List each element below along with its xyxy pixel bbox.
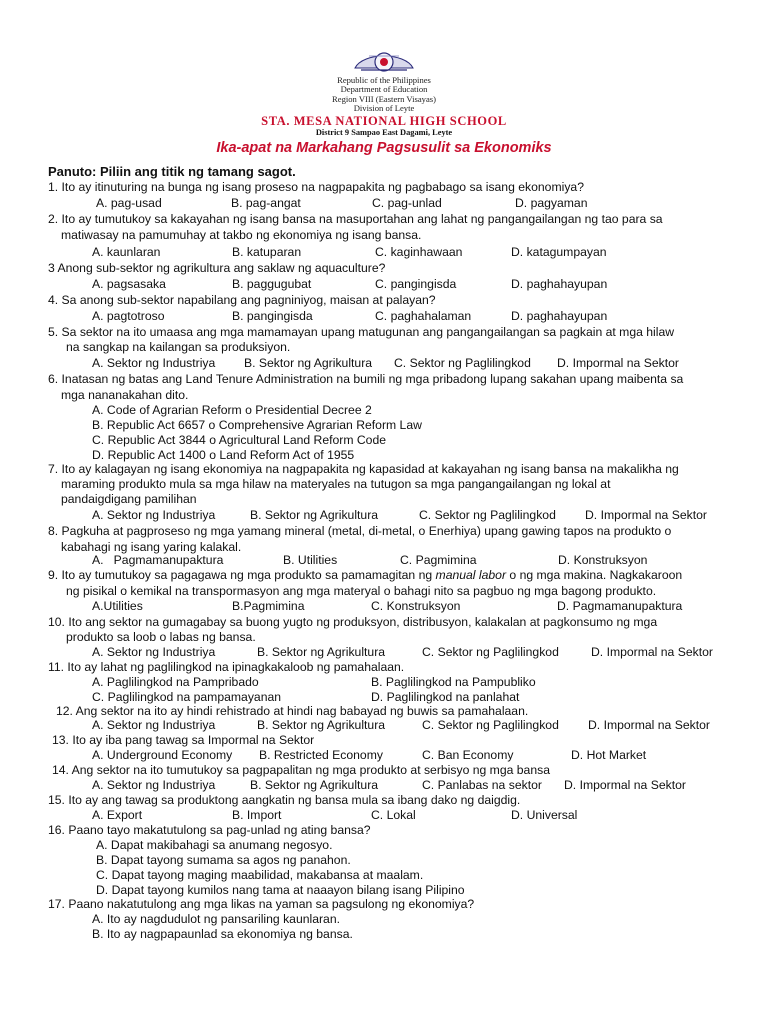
question-9-text-cont: ng pisikal o kemikal na transpormasyon ang mga materyal o bahagi nito sa pagbuo ng mga bagong produkto. [66,584,657,598]
q9-option-d: D. Pagmamanupaktura [557,599,683,613]
question-3-text: 3 Anong sub-sektor ng agrikultura ang saklaw ng aquaculture? [48,261,386,275]
question-11-text: 11. Ito ay lahat ng paglilingkod na ipinagkakaloob ng pamahalaan. [48,660,405,674]
q7-option-b: B. Sektor ng Agrikultura [250,508,379,522]
q3-option-c: C. pangingisda [375,277,457,291]
question-14-text: 14. Ang sektor na ito tumutukoy sa pagpapalitan ng mga produkto at serbisyo ng mga bansa [52,763,550,777]
q15-option-b: B. Import [232,808,282,822]
question-16-text: 16. Paano tayo makatutulong sa pag-unlad ng ating bansa? [48,823,371,837]
q16-option-c: C. Dapat tayong maging maabilidad, makabansa at maalam. [96,868,424,882]
q3-option-a: A. pagsasaka [92,277,166,291]
q14-option-a: A. Sektor ng Industriya [92,778,216,792]
question-2-text-cont: matiwasay na pamumuhay at takbo ng ekonomiya ng isang bansa. [61,228,422,242]
q9-option-a: A.Utilities [92,599,143,613]
question-12-text: 12. Ang sektor na ito ay hindi rehistrado at hindi nag babayad ng buwis sa pamahalaan. [56,704,529,718]
q8-option-a: A. Pagmamanupaktura [92,553,224,567]
q6-option-d: D. Republic Act 1400 o Land Reform Act of 1955 [92,448,355,462]
q15-option-c: C. Lokal [371,808,416,822]
q5-option-d: D. Impormal na Sektor [557,356,679,370]
q4-option-b: B. pangingisda [232,309,313,323]
question-8-text: 8. Pagkuha at pagproseso ng mga yamang mineral (metal, di-metal, o Enerhiya) upang gawing tapos na produkto o [48,524,672,538]
q4-option-c: C. paghahalaman [375,309,472,323]
q16-option-b: B. Dapat tayong sumama sa agos ng panahon. [96,853,351,867]
q14-option-d: D. Impormal na Sektor [564,778,686,792]
question-1-text: 1. Ito ay itinuturing na bunga ng isang proseso na nagpapakita ng pagbabago sa isang ekonomiya? [48,180,584,194]
q16-option-a: A. Dapat makibahagi sa anumang negosyo. [96,838,333,852]
question-10-text: 10. Ito ang sektor na gumagabay sa buong yugto ng produksyon, distribusyon, kalakalan at pagkonsumo ng mga [48,615,658,629]
question-7-text-cont-2: pandaigdigang pamilihan [61,492,197,506]
q11-option-d: D. Paglilingkod na panlahat [371,690,520,704]
q12-option-d: D. Impormal na Sektor [588,718,710,732]
q14-option-c: C. Panlabas na sektor [422,778,542,792]
q8-option-d: D. Konstruksyon [558,553,648,567]
school-name: STA. MESA NATIONAL HIGH SCHOOL [261,113,507,128]
q8-option-b: B. Utilities [283,553,338,567]
q15-option-a: A. Export [92,808,143,822]
q2-option-b: B. katuparan [232,245,302,259]
q5-option-b: B. Sektor ng Agrikultura [244,356,373,370]
q2-option-c: C. kaginhawaan [375,245,463,259]
question-6-text: 6. Inatasan ng batas ang Land Tenure Administration na bumili ng mga pribadong lupang sakahan upang maibenta sa [48,372,684,386]
q3-option-b: B. paggugubat [232,277,312,291]
q4-option-a: A. pagtotroso [92,309,165,323]
q9-option-b: B.Pagmimina [232,599,305,613]
question-13-text: 13. Ito ay iba pang tawag sa Impormal na Sektor [52,733,315,747]
q3-option-d: D. paghahayupan [511,277,608,291]
q11-option-b: B. Paglilingkod na Pampubliko [371,675,536,689]
q1-option-d: D. pagyaman [515,196,588,210]
exam-instructions: Panuto: Piliin ang titik ng tamang sagot. [48,164,296,179]
question-17-text: 17. Paano nakatutulong ang mga likas na yaman sa pagsulong ng ekonomiya? [48,897,475,911]
q13-option-b: B. Restricted Economy [259,748,383,762]
q13-option-c: C. Ban Economy [422,748,514,762]
header-department: Department of Education [340,84,428,95]
exam-title: Ika-apat na Markahang Pagsusulit sa Ekonomiks [216,140,552,156]
question-9-text-a: 9. Ito ay tumutukoy sa pagagawa ng mga produkto sa pamamagitan ng [48,568,433,582]
q10-option-a: A. Sektor ng Industriya [92,645,216,659]
question-5-text-cont: na sangkap na kailangan sa produksiyon. [66,340,291,354]
q12-option-a: A. Sektor ng Industriya [92,718,216,732]
q16-option-d: D. Dapat tayong kumilos nang tama at naaayon bilang isang Pilipino [96,883,465,897]
q13-option-d: D. Hot Market [571,748,647,762]
question-5-text: 5. Sa sektor na ito umaasa ang mga mamamayan upang matugunan ang pangangailangan sa pagkain at mga hilaw [48,325,675,339]
q10-option-c: C. Sektor ng Paglilingkod [422,645,559,659]
q9-option-c: C. Konstruksyon [371,599,461,613]
q6-option-a: A. Code of Agrarian Reform o Presidential Decree 2 [92,403,372,417]
q8-option-c: C. Pagmimina [400,553,477,567]
question-7-text-cont: maraming produkto mula sa mga hilaw na materyales na tutugon sa mga pangangailangan ng lokal at [61,477,611,491]
q6-option-c: C. Republic Act 3844 o Agricultural Land Reform Code [92,433,387,447]
q10-option-b: B. Sektor ng Agrikultura [257,645,386,659]
question-9-text-b: o ng mga makina. Nagkakaroon [509,568,683,582]
header-republic: Republic of the Philippines [337,75,431,85]
question-15-text: 15. Ito ay ang tawag sa produktong aangkatin ng bansa mula sa ibang dako ng daigdig. [48,793,521,807]
question-4-text: 4. Sa anong sub-sektor napabilang ang pagniniyog, maisan at palayan? [48,293,436,307]
question-8-text-cont: kabahagi ng isang yaring kalakal. [61,540,242,554]
q7-option-a: A. Sektor ng Industriya [92,508,216,522]
q5-option-c: C. Sektor ng Paglilingkod [394,356,531,370]
q11-option-c: C. Paglilingkod na pampamayanan [92,690,282,704]
q11-option-a: A. Paglilingkod na Pampribado [92,675,259,689]
q2-option-d: D. katagumpayan [511,245,607,259]
q12-option-c: C. Sektor ng Paglilingkod [422,718,559,732]
header-division: Division of Leyte [353,103,415,114]
q14-option-b: B. Sektor ng Agrikultura [250,778,379,792]
q1-option-c: C. pag-unlad [372,196,442,210]
header-region: Region VIII (Eastern Visayas) [332,93,436,104]
q12-option-b: B. Sektor ng Agrikultura [257,718,386,732]
q1-option-a: A. pag-usad [96,196,162,210]
q7-option-d: D. Impormal na Sektor [585,508,707,522]
question-9-text [48,568,682,582]
q4-option-d: D. paghahayupan [511,309,608,323]
school-district: District 9 Sampao East Dagami, Leyte [315,127,453,137]
q17-option-b: B. Ito ay nagpapaunlad sa ekonomiya ng bansa. [92,927,353,941]
question-7-text: 7. Ito ay kalagayan ng isang ekonomiya na nagpapakita ng kapasidad at kakayahan ng isang bansa na makalikha ng [48,462,679,476]
q10-option-d: D. Impormal na Sektor [591,645,713,659]
q5-option-a: A. Sektor ng Industriya [92,356,216,370]
q15-option-d: D. Universal [511,808,578,822]
question-9-italic: manual labor [435,568,507,582]
q6-option-b: B. Republic Act 6657 o Comprehensive Agrarian Reform Law [92,418,422,432]
question-2-text: 2. Ito ay tumutukoy sa kakayahan ng isang bansa na masuportahan ang lahat ng pangangailangan ng tao para sa [48,212,663,226]
question-10-text-cont: produkto sa loob o labas ng bansa. [66,630,256,644]
q17-option-a: A. Ito ay nagdudulot ng pansariling kaunlaran. [92,912,340,926]
question-6-text-cont: mga nananakahan dito. [61,388,189,402]
q13-option-a: A. Underground Economy [92,748,233,762]
q2-option-a: A. kaunlaran [92,245,161,259]
q7-option-c: C. Sektor ng Paglilingkod [419,508,556,522]
q1-option-b: B. pag-angat [231,196,301,210]
